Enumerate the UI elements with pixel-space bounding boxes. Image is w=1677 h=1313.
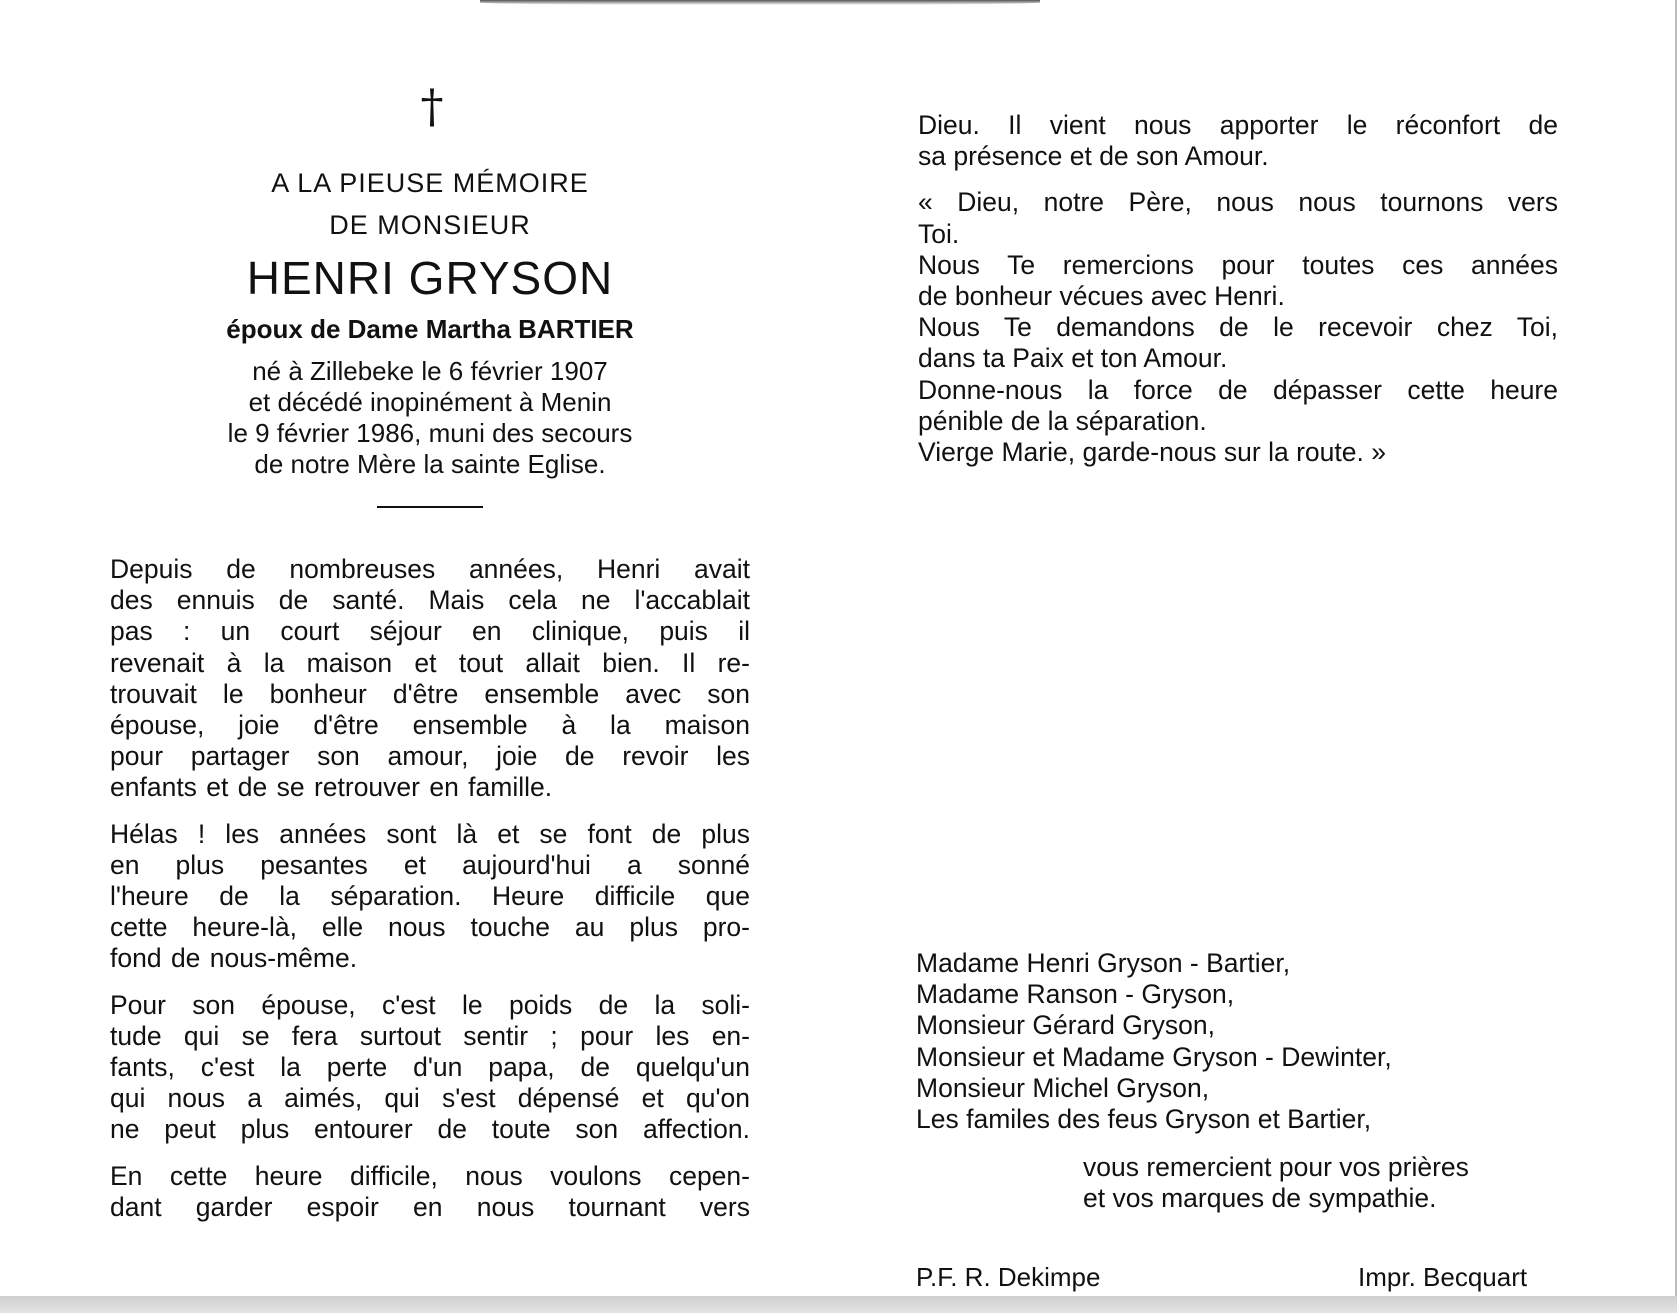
heading-line-2: DE MONSIEUR (329, 210, 531, 240)
left-column (110, 78, 750, 1223)
text-line: fond de nous-même. (110, 943, 358, 974)
text-line: En cette heure difficile, nous voulons cepen- (110, 1160, 750, 1191)
deceased-name: HENRI GRYSON (246, 252, 614, 304)
paragraph-1 (110, 554, 750, 804)
text-line: Donne-nous la force de dépasser cette heure (918, 374, 1558, 405)
heading-line-1: A LA PIEUSE MÉMOIRE (271, 168, 589, 198)
family-member: Monsieur et Madame Gryson - Dewinter, (916, 1041, 1392, 1072)
text-line: trouvait le bonheur d'être ensemble avec son (110, 678, 750, 709)
text-line: pour partager son amour, joie de revoir les (110, 741, 750, 772)
text-line: pas : un court séjour en clinique, puis il (110, 616, 750, 647)
text-line: dant garder espoir en nous tournant vers (110, 1191, 750, 1222)
detail-line: et décédé inopinément à Menin (248, 387, 612, 417)
text-line: Pour son épouse, c'est le poids de la soli- (110, 989, 750, 1020)
text-line: Toi. (918, 218, 960, 249)
printer-credit: Impr. Becquart (1358, 1262, 1528, 1292)
family-member: Les familes des feus Gryson et Bartier, (916, 1104, 1372, 1135)
text-line: « Dieu, notre Père, nous nous tournons vers (918, 187, 1558, 218)
text-line: revenait à la maison et tout allait bien. Il re- (110, 647, 750, 678)
text-line: Dieu. Il vient nous apporter le réconfort de (918, 110, 1558, 140)
thanks-note (1083, 1152, 1553, 1214)
text-line: sa présence et de son Amour. (918, 141, 1269, 172)
text-line: en plus pesantes et aujourd'hui a sonné (110, 849, 750, 880)
paragraph-3 (110, 990, 750, 1146)
memorial-heading (110, 162, 750, 246)
text-line: Nous Te demandons de le recevoir chez Toi, (918, 312, 1558, 343)
paragraph-2 (110, 819, 750, 975)
scan-shadow (480, 0, 1040, 5)
text-line: ne peut plus entourer de toute son affection. (110, 1114, 750, 1145)
text-line: cette heure-là, elle nous touche au plus pro- (110, 912, 750, 943)
thanks-line: vous remercient pour vos prières (1083, 1152, 1469, 1182)
text-line: qui nous a aimés, qui s'est dépensé et qu'on (110, 1083, 750, 1114)
right-column (918, 110, 1558, 468)
thanks-line: et vos marques de sympathie. (1083, 1183, 1437, 1214)
text-line: Vierge Marie, garde-nous sur la route. » (918, 437, 1386, 468)
text-line: de bonheur vécues avec Henri. (918, 281, 1285, 312)
detail-line: le 9 février 1986, muni des secours (227, 418, 633, 448)
cross-icon: † (420, 79, 444, 133)
text-line: Hélas ! les années sont là et se font de plus (110, 818, 750, 849)
prayer (918, 187, 1558, 468)
text-line: fants, c'est la perte d'un papa, de quelqu'un (110, 1052, 750, 1083)
family-member: Monsieur Gérard Gryson, (916, 1010, 1215, 1041)
paragraph-4 (110, 1161, 750, 1223)
divider (377, 506, 483, 508)
family-list (916, 948, 1536, 1135)
funeral-home-credit: P.F. R. Dekimpe (916, 1262, 1101, 1292)
text-line: pénible de la séparation. (918, 405, 1207, 436)
text-line: l'heure de la séparation. Heure difficile que (110, 881, 750, 912)
text-line: épouse, joie d'être ensemble à la maison (110, 710, 750, 741)
text-line: dans ta Paix et ton Amour. (918, 343, 1228, 374)
family-member: Madame Henri Gryson - Bartier, (916, 948, 1291, 978)
text-line: enfants et de se retrouver en famille. (110, 772, 553, 803)
scan-edge (0, 1296, 1677, 1313)
spouse-line: époux de Dame Martha BARTIER (226, 314, 634, 344)
birth-death-details (110, 356, 750, 480)
detail-line: de notre Mère la sainte Eglise. (254, 449, 606, 479)
text-line: des ennuis de santé. Mais cela ne l'accablait (110, 585, 750, 616)
text-line: Nous Te remercions pour toutes ces années (918, 249, 1558, 280)
family-member: Madame Ranson - Gryson, (916, 979, 1235, 1010)
text-line: Depuis de nombreuses années, Henri avait (110, 554, 750, 584)
paragraph-5 (918, 110, 1558, 172)
detail-line: né à Zillebeke le 6 février 1907 (252, 356, 608, 386)
text-line: tude qui se fera surtout sentir ; pour les en- (110, 1020, 750, 1051)
family-member: Monsieur Michel Gryson, (916, 1072, 1210, 1103)
